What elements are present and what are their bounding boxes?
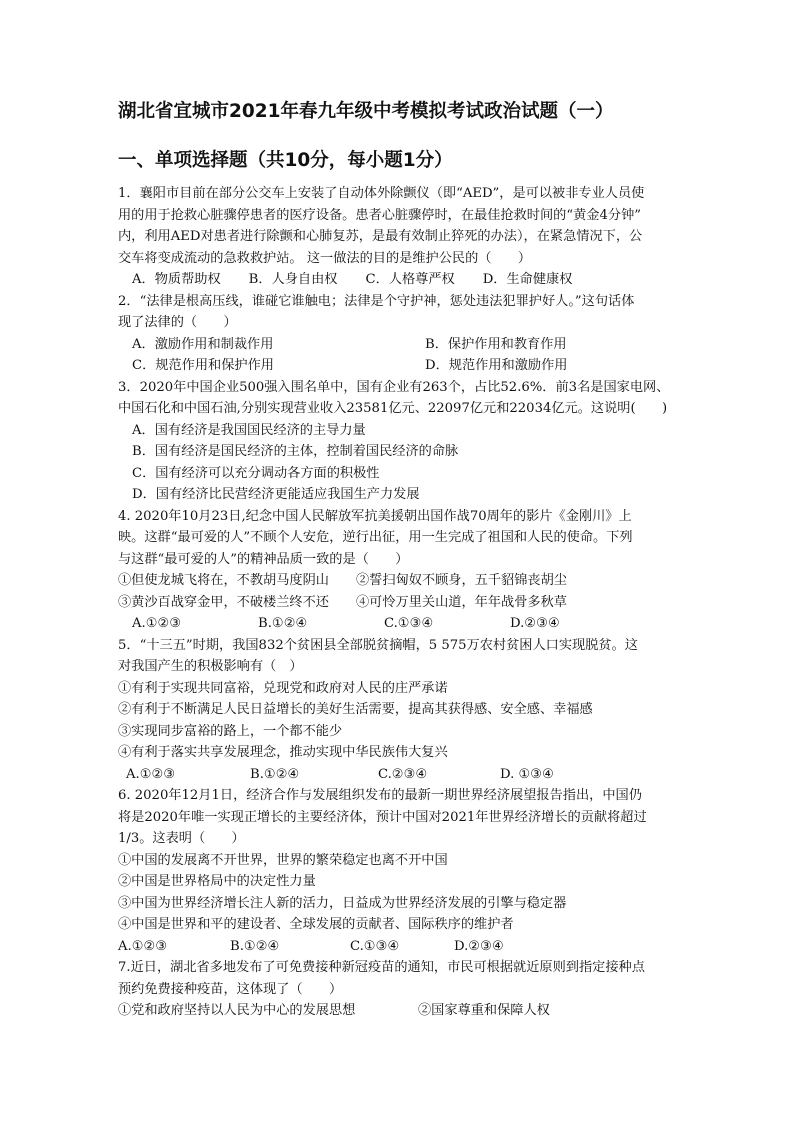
question-text-line: 7.近日，湖北省多地发布了可免费接种新冠疫苗的通知，市民可根据就近原则到指定接种点 (118, 960, 645, 975)
question-text-line: 1/3。这表明（ ） (118, 831, 245, 846)
question-text-line: 预约免费接种疫苗，这体现了（ ） (118, 981, 343, 997)
question-text-line: 交车将变成流动的急救救护站。 这一做法的目的是维护公民的（ ） (118, 250, 532, 266)
question-4 (118, 506, 688, 635)
statement-2: ②国家尊重和保障人权 (418, 1003, 550, 1018)
option-d: D. ①③④ (500, 766, 554, 782)
option-d: D.②③④ (454, 938, 504, 954)
question-text-line: 2．“法律是根高压线，谁碰它谁触电；法律是个守护神，惩处违法犯罪护好人。”这句话体 (118, 293, 635, 309)
option-c: C．国有经济可以充分调动各方面的积极性 (132, 465, 380, 481)
statement-pair (118, 570, 688, 592)
option-d: D.②③④ (510, 616, 560, 631)
exam-title: 湖北省宜城市2021年春九年级中考模拟考试政治试题（一） (118, 101, 614, 122)
statement-2: ②有利于不断满足人民日益增长的美好生活需要，提高其获得感、安全感、幸福感 (118, 702, 593, 717)
question-text-line: 3．2020年中国企业500强入围名单中，国有企业有263个，占比52.6%．前3名是国家电网、 (118, 379, 670, 395)
statement-3: ③中国为世界经济增长注人新的活力，日益成为世界经济发展的引擎与稳定器 (118, 895, 567, 911)
exam-page (118, 100, 688, 1022)
option-c: C.①③④ (350, 938, 400, 954)
question-text-line: 对我国产生的积极影响有（ ） (118, 659, 303, 674)
question-text-line: 内，利用AED对患者进行除颤和心肺复苏，是最有效制止猝死的办法），在紧急情况下，公 (118, 229, 643, 244)
option-d: D．生命健康权 (482, 272, 573, 287)
statement-1: ①党和政府坚持以人民为中心的发展思想 (118, 1003, 356, 1018)
option-a: A.①②③ (126, 766, 176, 782)
statement-pair (118, 592, 688, 614)
statement-4: ④中国是世界和平的建设者、全球发展的贡献者、国际秩序的维护者 (118, 917, 514, 932)
question-text-line: 映。这群“最可爱的人”不顾个人安危，逆行出征，用一生完成了祖国和人民的使命。下列 (118, 530, 633, 545)
option-b: B.①②④ (230, 938, 280, 954)
question-text-line: 与这群“最可爱的人”的精神品质一致的是（ ） (118, 551, 409, 567)
options-grid (118, 334, 688, 377)
options-row (118, 269, 688, 291)
option-a: A.①②③ (132, 616, 182, 631)
option-c: C．规范作用和保护作用 (132, 358, 274, 373)
question-text-line: 4. 2020年10月23日,纪念中国人民解放军抗美援朝出国作战70周年的影片《金刚川》上 (118, 508, 632, 524)
statement-4: ④可怜万里关山道，年年战骨多秋草 (356, 594, 567, 610)
statement-pair (118, 1000, 688, 1022)
option-a: A.①②③ (118, 938, 168, 954)
statement-1: ①有利于实现共同富裕，兑现党和政府对人民的庄严承诺 (118, 680, 448, 696)
question-text-line: 5．“十三五”时期，我国832个贫困县全部脱贫摘帽，5 575万农村贫困人口实现脱贫。这 (118, 637, 638, 653)
question-1 (118, 183, 688, 291)
statement-3: ③黄沙百战穿金甲，不破楼兰终不还 (118, 594, 329, 610)
question-text-line: 中国石化和中国石油,分别实现营业收入23581亿元、22097亿元和22034亿元。这说明( ) (118, 401, 668, 416)
question-5 (118, 635, 688, 786)
option-b: B．人身自由权 (248, 272, 338, 287)
statement-2: ②中国是世界格局中的决定性力量 (118, 874, 316, 889)
option-d: D．规范作用和激励作用 (425, 358, 568, 373)
option-c: C.②③④ (378, 766, 428, 782)
question-text-line: 1．襄阳市目前在部分公交车上安装了自动体外除颤仪（即“AED”，是可以被非专业人员使 (118, 186, 645, 201)
question-6 (118, 785, 688, 957)
statement-2: ②誓扫匈奴不顾身，五千貂锦丧胡尘 (356, 573, 567, 588)
option-c: C.①③④ (384, 616, 434, 631)
question-2 (118, 291, 688, 377)
question-text-line: 用的用于抢救心脏骤停患者的医疗设备。患者心脏骤停时，在最佳抢救时间的“黄金4分钟” (118, 207, 641, 223)
option-a: A．国有经济是我国国民经济的主导力量 (132, 422, 366, 438)
option-b: B.①②④ (250, 766, 300, 782)
option-a: A．物质帮助权 (132, 272, 221, 287)
options-row (118, 936, 688, 958)
options-row (118, 613, 688, 635)
options-row (118, 764, 688, 786)
statement-3: ③实现同步富裕的路上，一个都不能少 (118, 723, 343, 739)
question-text-line: 现了法律的（ ） (118, 315, 237, 330)
option-c: C．人格尊严权 (365, 272, 455, 287)
option-d: D．国有经济比民营经济更能适应我国生产力发展 (132, 487, 420, 502)
option-b: B．国有经济是国民经济的主体，控制着国民经济的命脉 (132, 444, 459, 459)
question-text-line: 6. 2020年12月1日，经济合作与发展组织发布的最新一期世界经济展望报告指出，中国仍 (118, 788, 642, 803)
question-7 (118, 957, 688, 1022)
question-3 (118, 377, 688, 506)
statement-4: ④有利于落实共享发展理念，推动实现中华民族伟大复兴 (118, 745, 448, 760)
section-heading: 一、单项选择题（共10分，每小题1分） (118, 150, 453, 171)
option-b: B．保护作用和教育作用 (425, 336, 567, 352)
statement-1: ①但使龙城飞将在，不教胡马度阴山 (118, 573, 329, 588)
question-text-line: 将是2020年唯一实现正增长的主要经济体，预计中国对2021年世界经济增长的贡献将超过 (118, 809, 647, 825)
statement-1: ①中国的发展离不开世界，世界的繁荣稳定也离不开中国 (118, 852, 448, 868)
option-b: B.①②④ (258, 616, 308, 631)
option-a: A．激励作用和制裁作用 (132, 336, 274, 352)
